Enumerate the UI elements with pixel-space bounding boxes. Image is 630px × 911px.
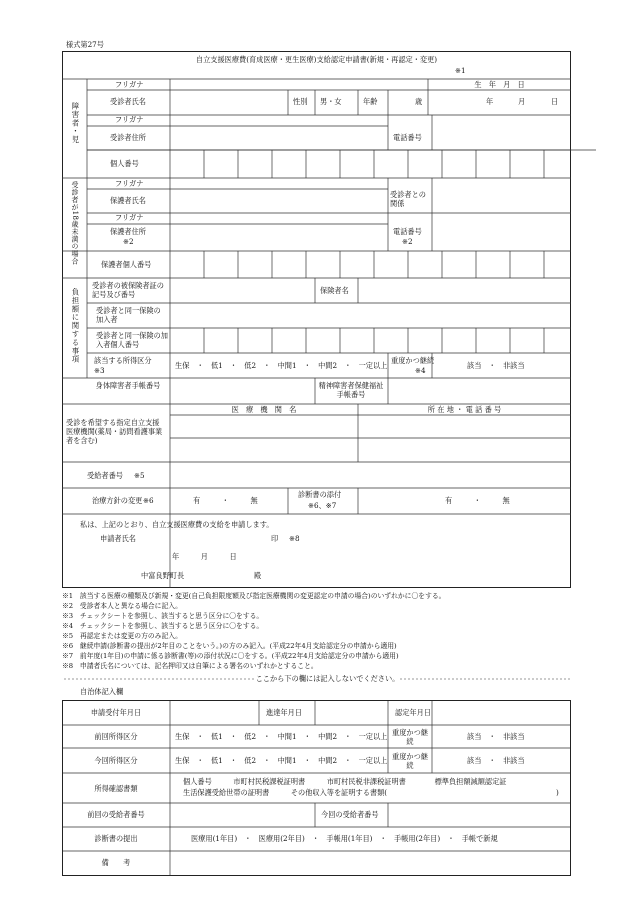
prev-severe-label: 重度かつ継続 [392,728,428,746]
cut-line-text: ここから下の欄には記入しないでください。 [255,674,400,683]
birth-month: 月 [518,97,526,106]
diagnosis-attach-options[interactable]: 有 ・ 無 [445,496,510,505]
declaration-applicant-field[interactable] [150,532,260,544]
received-date-label: 申請受付年月日 [90,708,142,717]
declaration-date: 年 月 日 [172,552,237,561]
applicant-address-furigana: フリガナ [115,115,144,124]
note-item: ※4 チェックシートを参照し、該当すると思う区分に〇をする。 [62,622,264,630]
progress-date-label: 進達年月日 [266,708,302,717]
title-mark: ※1 [455,66,466,75]
applicant-address-label: 受診者住所 [110,133,146,142]
applicant-phone-field[interactable] [433,116,570,149]
notes-list [62,591,445,671]
institution-address-header: 所 在 地 ・ 電 話 番 号 [427,405,502,414]
guardian-phone-label: 電話番号 [393,227,422,236]
recipient-number-label: 受給者番号 [87,471,123,480]
diagnosis-submit-options[interactable]: 医療用(1年目) ・ 医療用(2年目) ・ 手帳用(1年目) ・ 手帳用(2年目) ・ 手帳で新規 [191,834,498,843]
gender-options[interactable]: 男・女 [320,97,342,106]
current-income-label: 今回所得区分 [94,756,138,765]
note-item: ※3 チェックシートを参照し、該当すると思う区分に〇をする。 [62,612,264,620]
declaration-seal-mark: ※8 [289,534,300,543]
guardian-personal-number-label: 保護者個人番号 [101,260,152,269]
diagnosis-attach-mark: ※6、※7 [308,501,337,510]
declaration-applicant-label: 申請者氏名 [100,534,136,543]
approved-date-label: 認定年月日 [395,708,431,717]
docs-close: ) [556,788,559,797]
diagnosis-attach-label: 診断書の添付 [298,490,342,499]
diagnosis-submit-label: 診断書の提出 [94,834,138,843]
treatment-change-options[interactable]: 有 ・ 無 [193,496,258,505]
birth-day: 日 [551,97,559,106]
insured-card-label: 受診者の被保険者証の記号及び番号 [92,281,164,299]
guardian-furigana-label: フリガナ [115,179,144,188]
prev-income-label: 前回所得区分 [94,732,138,741]
declaration-text: 私は、上記のとおり、自立支援医療費の支給を申請します。 [80,520,274,529]
applicant-furigana-label: フリガナ [115,80,144,89]
form-title: 自立支援医療費(育成医療・更生医療)支給認定申請書(新規・再認定・変更) [195,55,438,64]
age-unit: 歳 [415,97,423,106]
current-recipient-label: 今回の受給者番号 [321,810,379,819]
guardian-name-label: 保護者氏名 [110,196,146,205]
birth-date-header: 生 年 月 日 [474,80,525,89]
treatment-change-label: 治療方針の変更 [92,496,143,505]
current-severe-options[interactable]: 該当 ・ 非該当 [467,756,525,765]
prev-income-options[interactable]: 生保 ・ 低1 ・ 低2 ・ 中間1 ・ 中間2 ・ 一定以上 [175,732,388,741]
same-insurance-label: 受診者と同一保険の加入者 [96,306,161,324]
declaration-seal: 印 [271,534,279,543]
guardian-address-mark: ※2 [123,237,134,246]
institution-name-field[interactable] [171,416,357,461]
applicant-phone-label: 電話番号 [393,133,422,142]
burden-group-label: 負担額に関する事項 [71,288,80,364]
note-item: ※7 前年度(1年目)の申請に係る診断書(等)の添付状況に〇をする。(平成22年4月支給認定分の申請から適用) [62,652,399,660]
guardian-address-furigana: フリガナ [115,213,144,222]
note-item: ※6 継続申請(診断書の提出が2年目のことをいう。)の方のみ記入。(平成22年4月支給認定分の申請から適用) [62,642,397,650]
gender-label: 性別 [293,97,308,106]
current-severe-label: 重度かつ継続 [392,752,428,770]
severe-label: 重度かつ継続 [391,356,435,365]
physical-handbook-label: 身体障害者手帳番号 [95,381,161,390]
income-class-options[interactable]: 生保 ・ 低1 ・ 低2 ・ 中間1 ・ 中間2 ・ 一定以上 [175,361,388,370]
income-class-mark: ※3 [94,366,105,375]
note-item: ※8 申請者氏名については、記名押印又は自筆による署名のいずれかとすること。 [62,662,318,670]
guardian-relation-label: 受診者との関係 [390,190,426,208]
guardian-phone-mark: ※2 [402,237,413,246]
note-item: ※5 再認定または変更の方のみ記入。 [62,632,182,640]
guardian-address-label: 保護者住所 [110,227,146,236]
docs-label: 所得確認書類 [94,784,138,793]
declaration-honorific: 殿 [254,571,262,580]
office-section-label: 自治体記入欄 [80,687,124,696]
prev-recipient-label: 前回の受給者番号 [87,810,145,819]
guardian-group-label: 受診者が18歳未満の場合 [71,181,79,265]
severe-options[interactable]: 該当 ・ 非該当 [467,361,525,370]
prev-severe-options[interactable]: 該当 ・ 非該当 [467,732,525,741]
birth-year: 年 [486,97,494,106]
declaration-addressee: 中富良野町長 [141,571,185,580]
age-label: 年齢 [363,97,378,106]
applicant-name-label: 受診者氏名 [110,97,146,106]
treatment-change-mark: ※6 [143,496,154,505]
recipient-number-mark: ※5 [134,471,145,480]
institution-address-field[interactable] [359,416,570,461]
same-insurance-number-label: 受診者と同一保険の加入者個人番号 [96,331,168,349]
form-number: 様式第27号 [66,40,104,49]
insurer-label: 保険者名 [320,286,349,295]
note-item: ※1 該当する医療の種類及び新規・変更(自己負担限度額及び指定医療機関の変更認定の申請の場合)のいずれかに〇をする。 [62,592,446,600]
applicant-group-label: 障害者・児 [71,102,80,144]
applicant-name-field[interactable] [171,91,287,114]
current-income-options[interactable]: 生保 ・ 低1 ・ 低2 ・ 中間1 ・ 中間2 ・ 一定以上 [175,756,388,765]
applicant-personal-number-label: 個人番号 [110,159,139,168]
docs-line1[interactable]: 個人番号 市町村民税課税証明書 市町村民税非課税証明書 標準負担額減額認定証 [183,777,507,786]
institution-name-header: 医 療 機 関 名 [231,405,297,414]
remarks-label: 備 考 [101,858,131,867]
note-item: ※2 受診者本人と異なる場合に記入。 [62,602,182,610]
severe-mark: ※4 [415,366,426,375]
income-class-label: 該当する所得区分 [94,356,152,365]
mental-handbook-label: 精神障害者保健福祉手帳番号 [318,381,384,399]
docs-line2[interactable]: 生活保護受給世帯の証明書 その他収入等を証明する書類( [183,788,388,797]
institution-label: 受診を希望する指定自立支援医療機関(薬局・訪問看護事業者を含む) [66,418,163,445]
